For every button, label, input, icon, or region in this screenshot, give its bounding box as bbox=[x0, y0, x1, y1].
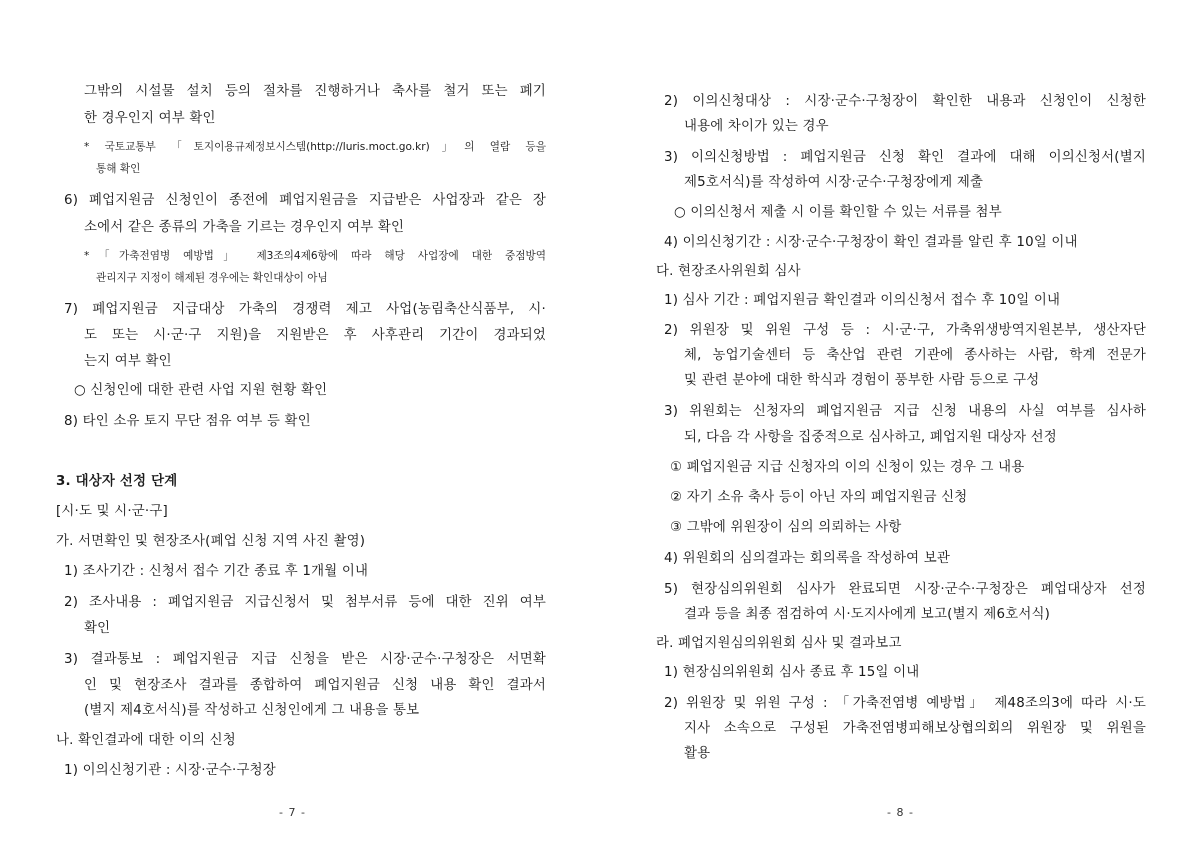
footnote-line: 통해 확인 bbox=[96, 163, 141, 175]
text-line: 체, 농업기술센터 등 축산업 관련 기관에 종사하는 사람, 학계 전문가 bbox=[684, 348, 1146, 363]
text-line: 소에서 같은 종류의 가축을 기르는 경우인지 여부 확인 bbox=[84, 220, 405, 235]
text-line: 내용에 차이가 있는 경우 bbox=[684, 119, 829, 134]
subheading: 라. 폐업지원심의위원회 심사 및 결과보고 bbox=[656, 636, 902, 651]
text-line: 인 및 현장조사 결과를 종합하여 폐업지원금 신청 내용 확인 결과서 bbox=[84, 678, 546, 693]
list-item: 2) 조사내용 : 폐업지원금 지급신청서 및 첨부서류 등에 대한 진위 여부 bbox=[64, 595, 546, 610]
text-line: 도 또는 시·군·구 지원)을 지원받은 후 사후관리 기간이 경과되었 bbox=[84, 328, 546, 343]
page-number: - 8 - bbox=[887, 806, 914, 819]
footnote-line: 관리지구 지정이 해제된 경우에는 확인대상이 아님 bbox=[96, 272, 328, 284]
numbered-item: ③ 그밖에 위원장이 심의 의뢰하는 사항 bbox=[670, 520, 902, 535]
subheading: 다. 현장조사위원회 심사 bbox=[656, 264, 801, 279]
list-item: 3) 이의신청방법 : 폐업지원금 신청 확인 결과에 대해 이의신청서(별지 bbox=[664, 150, 1146, 165]
list-item: 2) 이의신청대상 : 시장·군수·구청장이 확인한 내용과 신청인이 신청한 bbox=[664, 94, 1146, 109]
list-item: 4) 이의신청기간 : 시장·군수·구청장이 확인 결과를 알린 후 10일 이내 bbox=[664, 235, 1078, 250]
text-line: 및 관련 분야에 대한 학식과 경험이 풍부한 사람 등으로 구성 bbox=[684, 373, 1040, 388]
list-item: 7) 폐업지원금 지급대상 가축의 경쟁력 제고 사업(농림축산식품부, 시· bbox=[64, 302, 546, 317]
section-heading: 3. 대상자 선정 단계 bbox=[56, 474, 178, 489]
text-line: 지사 소속으로 구성된 가축전염병피해보상협의회의 위원장 및 위원을 bbox=[684, 721, 1146, 736]
list-item: 8) 타인 소유 토지 무단 점유 여부 등 확인 bbox=[64, 414, 311, 429]
numbered-item: ② 자기 소유 축사 등이 아닌 자의 폐업지원금 신청 bbox=[670, 490, 968, 505]
text-line: 결과 등을 최종 점검하여 시·도지사에게 보고(별지 제6호서식) bbox=[684, 607, 1051, 622]
subheading: 가. 서면확인 및 현장조사(폐업 신청 지역 사진 촬영) bbox=[56, 534, 366, 549]
list-item: 5) 현장심의위원회 심사가 완료되면 시장·군수·구청장은 폐업대상자 선정 bbox=[664, 582, 1146, 597]
list-item: 3) 결과통보 : 폐업지원금 지급 신청을 받은 시장·군수·구청장은 서면확 bbox=[64, 652, 546, 667]
text-line: 제5호서식)를 작성하여 시장·군수·구청장에게 제출 bbox=[684, 175, 984, 190]
numbered-item: ① 폐업지원금 지급 신청자의 이의 신청이 있는 경우 그 내용 bbox=[670, 460, 1025, 475]
list-item: 6) 폐업지원금 신청인이 종전에 폐업지원금을 지급받은 사업장과 같은 장 bbox=[64, 193, 546, 208]
text-line: 한 경우인지 여부 확인 bbox=[84, 111, 216, 126]
text-line: 되, 다음 각 사항을 집중적으로 심사하고, 폐업지원 대상자 선정 bbox=[684, 430, 1057, 445]
subheading: 나. 확인결과에 대한 이의 신청 bbox=[56, 733, 236, 748]
list-item: 2) 위원장 및 위원 구성 : 「가축전염병 예방법」 제48조의3에 따라 시·도 bbox=[664, 696, 1146, 711]
text-line: 확인 bbox=[84, 621, 111, 636]
bullet-item: ○ 이의신청서 제출 시 이를 확인할 수 있는 서류를 첨부 bbox=[674, 205, 1002, 220]
list-item: 1) 이의신청기관 : 시장·군수·구청장 bbox=[64, 763, 276, 778]
bullet-item: ○ 신청인에 대한 관련 사업 지원 현황 확인 bbox=[74, 383, 328, 398]
list-item: 2) 위원장 및 위원 구성 등 : 시·군·구, 가축위생방역지원본부, 생산자단 bbox=[664, 323, 1146, 338]
text-line: 그밖의 시설물 설치 등의 절차를 진행하거나 축사를 철거 또는 폐기 bbox=[84, 84, 546, 99]
list-item: 1) 현장심의위원회 심사 종료 후 15일 이내 bbox=[664, 665, 920, 680]
list-item: 4) 위원회의 심의결과는 회의록을 작성하여 보관 bbox=[664, 551, 950, 566]
list-item: 1) 조사기간 : 신청서 접수 기간 종료 후 1개월 이내 bbox=[64, 564, 369, 579]
page-8 bbox=[600, 0, 1200, 848]
text-line: 는지 여부 확인 bbox=[84, 354, 172, 369]
footnote-line: * 국토교통부 「토지이용규제정보시스템(http://luris.moct.go.kr)」의 열람 등을 bbox=[84, 141, 546, 153]
text-line: (별지 제4호서식)를 작성하고 신청인에게 그 내용을 통보 bbox=[84, 703, 420, 718]
page-number: - 7 - bbox=[279, 806, 306, 819]
list-item: 1) 심사 기간 : 폐업지원금 확인결과 이의신청서 접수 후 10일 이내 bbox=[664, 293, 1061, 308]
footnote-line: *「가축전염병 예방법」 제3조의4제6항에 따라 해당 사업장에 대한 중점방역 bbox=[84, 250, 546, 262]
subsection-label: [시·도 및 시·군·구] bbox=[56, 504, 168, 519]
text-line: 활용 bbox=[684, 746, 711, 761]
list-item: 3) 위원회는 신청자의 폐업지원금 지급 신청 내용의 사실 여부를 심사하 bbox=[664, 404, 1146, 419]
